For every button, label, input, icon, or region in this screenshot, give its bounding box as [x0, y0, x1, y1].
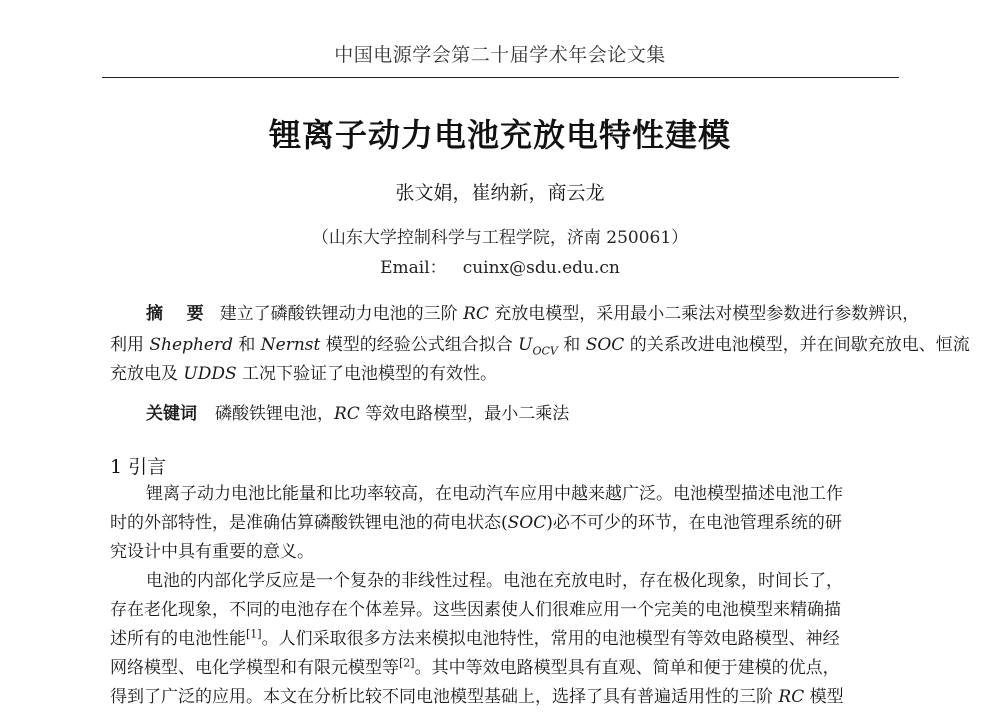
para2-line-5 — [110, 685, 925, 709]
abstract-nernst: Nernst — [260, 335, 321, 355]
body-text: 时的外部特性，是准确估算磷酸铁锂电池的荷电状态( — [110, 513, 508, 533]
para2-line-3 — [110, 627, 925, 651]
affiliation: （山东大学控制科学与工程学院，济南 250061） — [311, 228, 689, 248]
para1-line-2 — [110, 511, 925, 535]
abstract-label: 摘 要 — [146, 304, 204, 324]
keywords-label: 关键词 — [146, 404, 197, 424]
abstract-line-3 — [110, 362, 925, 386]
keywords-rc: RC — [334, 404, 360, 424]
paper-title: 锂离子动力电池充放电特性建模 — [268, 116, 731, 154]
para2-line-2 — [110, 598, 925, 622]
body-text: 究设计中具有重要的意义。 — [110, 542, 314, 562]
citation-ref-2[interactable]: [2] — [399, 656, 415, 670]
abstract-line-2 — [110, 333, 970, 358]
section-title: 引言 — [128, 456, 167, 478]
section-number: 1 — [110, 456, 123, 478]
running-header: 中国电源学会第二十届学术年会论文集 — [334, 44, 666, 66]
citation-ref-1[interactable]: [1] — [246, 627, 262, 641]
abstract-text: 的关系改进电池模型，并在间歇充放电、恒流 — [624, 335, 970, 355]
para1-line-1 — [110, 482, 925, 506]
abstract-text: 和 — [557, 335, 586, 355]
body-text: 电池的内部化学反应是一个复杂的非线性过程。电池在充放电时，存在极化现象，时间长了， — [146, 571, 843, 591]
abstract-shepherd: Shepherd — [149, 335, 233, 355]
abstract-text: 充放电模型，采用最小二乘法对模型参数进行参数辨识， — [488, 304, 920, 324]
para2-line-1 — [110, 569, 925, 593]
body-rc: RC — [778, 687, 805, 707]
authors: 张文娟，崔纳新，商云龙 — [395, 182, 605, 204]
body-text: )必不可少的环节，在电池管理系统的研 — [546, 513, 842, 533]
abstract-text: 建立了磷酸铁锂动力电池的三阶 — [219, 304, 464, 324]
abstract-text: 和 — [232, 335, 261, 355]
abstract-text: 模型的经验公式组合拟合 — [320, 335, 519, 355]
body-text: 网络模型、电化学模型和有限元模型等 — [110, 658, 399, 678]
abstract-text: 充放电及 — [110, 364, 184, 384]
abstract-uocv: U — [518, 335, 533, 355]
abstract-text: 工况下验证了电池模型的有效性。 — [236, 364, 498, 384]
para1-line-3 — [110, 540, 925, 564]
abstract-line-1 — [110, 302, 925, 326]
abstract-udds: UDDS — [183, 364, 237, 384]
abstract-uocv-subscript: OCV — [532, 344, 558, 358]
abstract-text: 利用 — [110, 335, 150, 355]
email-line — [0, 253, 1000, 278]
keywords-text: 等效电路模型，最小二乘法 — [359, 404, 570, 424]
para2-line-4 — [110, 656, 925, 680]
body-text: 。其中等效电路模型具有直观、简单和便于建模的优点， — [414, 658, 840, 678]
email-label: Email： — [380, 258, 447, 278]
body-soc: SOC — [507, 513, 547, 533]
abstract-soc: SOC — [585, 335, 625, 355]
body-text: 模型 — [804, 687, 844, 707]
abstract-rc: RC — [463, 304, 489, 324]
header-rule — [102, 77, 899, 78]
body-text: 。人们采取很多方法来模拟电池特性，常用的电池模型有等效电路模型、神经 — [261, 629, 840, 649]
keywords-text: 磷酸铁锂电池， — [215, 404, 334, 424]
email-address[interactable]: cuinx@sdu.edu.cn — [462, 258, 620, 278]
keywords-line — [110, 402, 925, 426]
body-text: 存在老化现象，不同的电池存在个体差异。这些因素使人们很难应用一个完美的电池模型来精确描 — [110, 600, 841, 620]
section-heading — [110, 452, 166, 479]
body-text: 得到了广泛的应用。本文在分析比较不同电池模型基础上，选择了具有普遍适用性的三阶 — [110, 687, 779, 707]
body-text: 锂离子动力电池比能量和比功率较高，在电动汽车应用中越来越广泛。电池模型描述电池工作 — [146, 484, 843, 504]
body-text: 述所有的电池性能 — [110, 629, 246, 649]
